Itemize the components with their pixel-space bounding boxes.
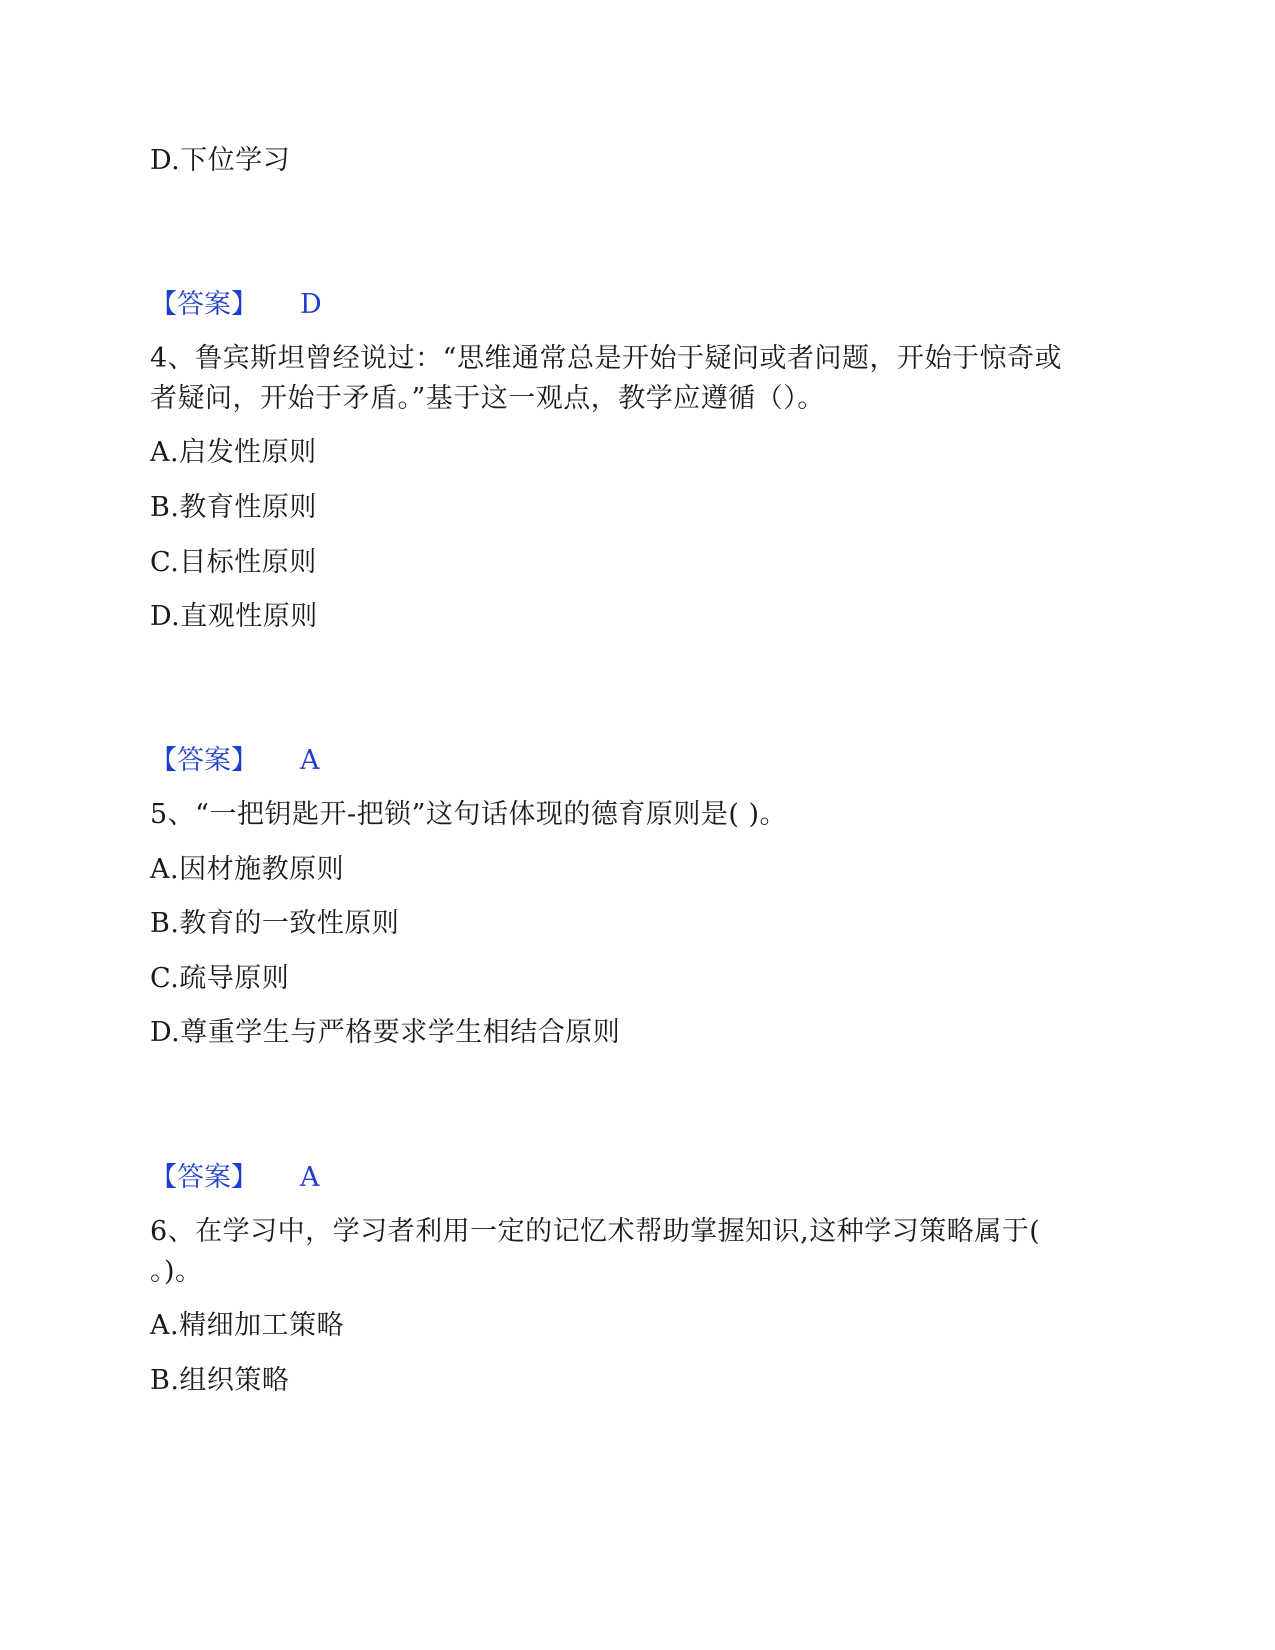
question-stem-line: 。)。 (150, 1256, 203, 1287)
question-stem-line: 5、“一把钥匙开-把锁”这句话体现的德育原则是( )。 (150, 799, 788, 830)
option-c-text: C.目标性原则 (150, 547, 317, 578)
option-d-text: D.尊重学生与严格要求学生相结合原则 (150, 1017, 621, 1048)
option-b-text: B.组织策略 (150, 1365, 290, 1396)
answer-label: 【答案】 (150, 1162, 258, 1193)
option-b-text: B.教育的一致性原则 (150, 908, 400, 939)
answer-value: A (300, 745, 320, 776)
option-a-text: A.精细加工策略 (150, 1310, 345, 1341)
question-stem-line: 4、鲁宾斯坦曾经说过：“思维通常总是开始于疑问或者问题，开始于惊奇或 (150, 343, 1062, 374)
option-d-text: D.下位学习 (150, 145, 291, 176)
option-d-text: D.直观性原则 (150, 601, 318, 632)
option-c-text: C.疏导原则 (150, 963, 290, 994)
answer-row (150, 288, 322, 322)
answer-label: 【答案】 (150, 289, 258, 320)
option-a-text: A.启发性原则 (150, 437, 317, 468)
option-a-text: A.因材施教原则 (150, 854, 345, 885)
option-b-text: B.教育性原则 (150, 492, 317, 523)
question-stem-line: 6、在学习中，学习者利用一定的记忆术帮助掌握知识,这种学习策略属于( (150, 1216, 1041, 1247)
answer-row (150, 744, 320, 778)
answer-value: D (300, 289, 322, 320)
answer-value: A (300, 1162, 320, 1193)
question-stem-line: 者疑问，开始于矛盾。”基于这一观点，教学应遵循（）。 (150, 383, 825, 414)
answer-row (150, 1161, 320, 1195)
answer-label: 【答案】 (150, 745, 258, 776)
